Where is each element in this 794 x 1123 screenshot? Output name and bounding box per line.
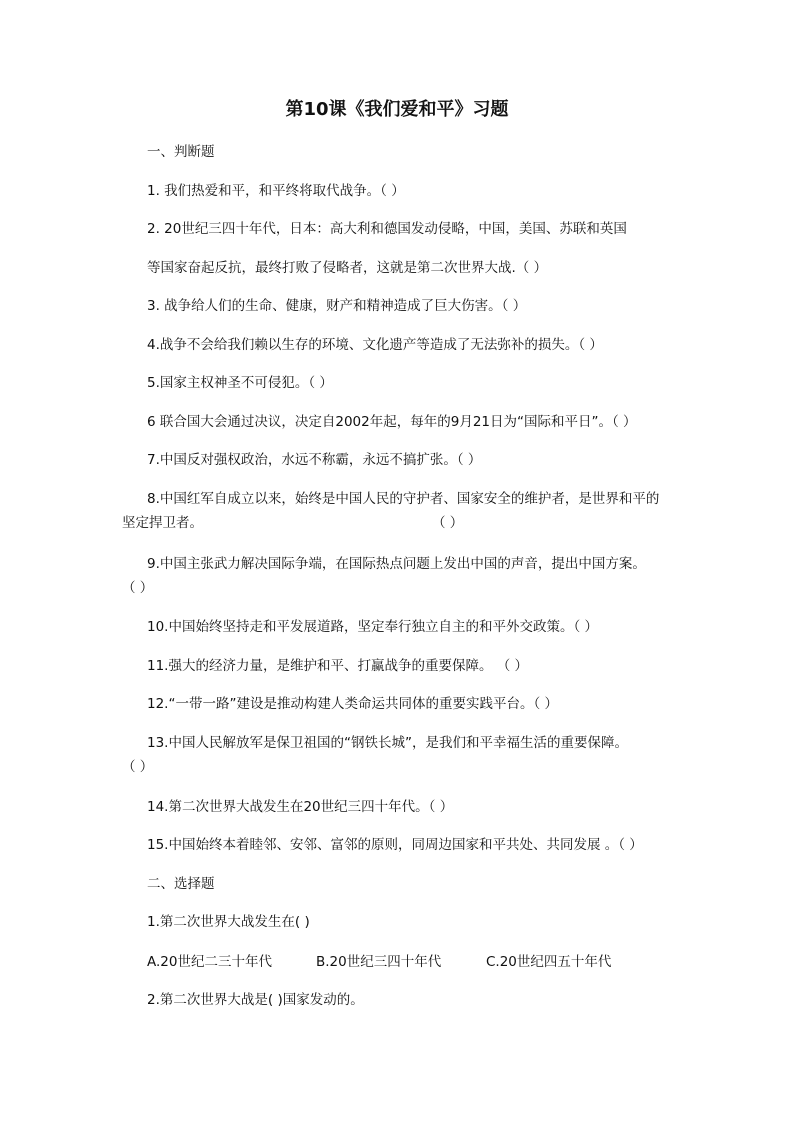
question-14: 14.第二次世界大战发生在20世纪三四十年代。（ ）	[147, 799, 454, 815]
question-12: 12.“一带一路”建设是推动构建人类命运共同体的重要实践平台。（ ）	[147, 696, 558, 712]
question-11: 11.强大的经济力量，是维护和平、打赢战争的重要保障。 （ ）	[147, 658, 529, 674]
section-heading-multiple-choice: 二、选择题	[147, 876, 215, 892]
question-5: 5.国家主权神圣不可侵犯。（ ）	[147, 375, 333, 391]
question-2-line-1: 2. 20世纪三四十年代，日本：高大利和德国发动侵略，中国，美国、苏联和英国	[147, 221, 627, 237]
question-10: 10.中国始终坚持走和平发展道路，坚定奉行独立自主的和平外交政策。（ ）	[147, 619, 599, 635]
question-15: 15.中国始终本着睦邻、安邻、富邻的原则，同周边国家和平共处、共同发展 。（ ）	[147, 837, 643, 853]
choice-question-1: 1.第二次世界大战发生在( )	[147, 914, 310, 930]
question-13-line-2: （ ）	[122, 759, 154, 775]
section-heading-true-false: 一、判断题	[147, 144, 215, 160]
question-13-line-1: 13.中国人民解放军是保卫祖国的“钢铁长城”，是我们和平幸福生活的重要保障。	[147, 735, 628, 751]
choice-option-a: A.20世纪二三十年代	[147, 954, 272, 970]
question-8-line-2: 坚定捍卫者。	[122, 515, 203, 531]
question-8-line-1: 8.中国红军自成立以来，始终是中国人民的守护者、国家安全的维护者，是世界和平的	[147, 491, 660, 507]
choice-question-2: 2.第二次世界大战是( )国家发动的。	[147, 992, 364, 1008]
page-title: 第10课《我们爱和平》习题	[285, 99, 509, 120]
question-7: 7.中国反对强权政治，水远不称霸，永远不搞扩张。（ ）	[147, 452, 482, 468]
choice-option-b: B.20世纪三四十年代	[316, 954, 442, 970]
question-9-line-2: （ ）	[122, 580, 154, 596]
question-8-answer-paren: （ ）	[432, 515, 464, 531]
question-9-line-1: 9.中国主张武力解决国际争端，在国际热点问题上发出中国的声音，提出中国方案。	[147, 556, 646, 572]
question-4: 4.战争不会给我们赖以生存的环境、文化遗产等造成了无法弥补的损失。（ ）	[147, 337, 603, 353]
question-6: 6 联合国大会通过决议，决定自2002年起，每年的9月21日为“国际和平日”。（ ）	[147, 414, 637, 430]
question-3: 3. 战争给人们的生命、健康，财产和精神造成了巨大伤害。（ ）	[147, 298, 527, 314]
choice-option-c: C.20世纪四五十年代	[486, 954, 612, 970]
question-2-line-2: 等国家奋起反抗，最终打败了侵略者，这就是第二次世界大战.（ ）	[147, 260, 548, 276]
question-1: 1. 我们热爱和平，和平终将取代战争。（ ）	[147, 183, 405, 199]
